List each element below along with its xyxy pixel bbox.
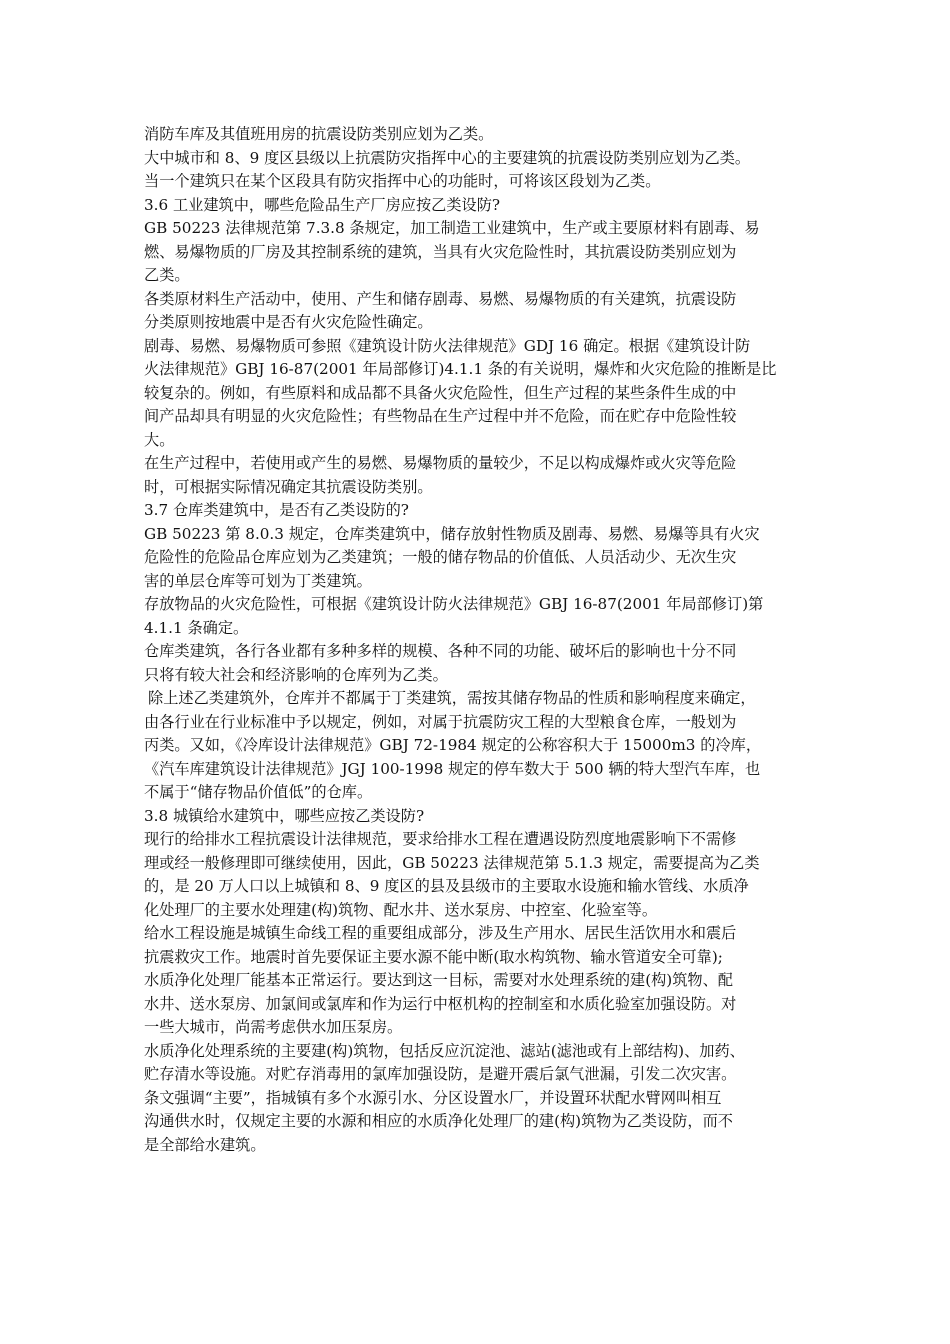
section-heading	[144, 805, 814, 829]
text-line: 存放物品的火灾危险性，可根据《建筑设计防火法律规范》GBJ 16-87(2001 年局部修订)第	[144, 595, 764, 613]
text-line: 条文强调“主要”，指城镇有多个水源引水、分区设置水厂，并设置环状配水臂网叫相互	[144, 1088, 722, 1107]
text-line: 是全部给水建筑。	[144, 1135, 266, 1154]
paragraph	[144, 288, 814, 335]
text-line: 一些大城市，尚需考虑供水加压泵房。	[144, 1018, 403, 1036]
text-line: 害的单层仓库等可划为丁类建筑。	[144, 571, 372, 590]
text-line: 大。	[144, 430, 175, 449]
paragraph	[144, 1040, 814, 1087]
paragraph	[144, 687, 814, 805]
paragraph	[144, 828, 814, 922]
paragraph	[144, 640, 814, 687]
paragraph	[144, 123, 814, 147]
text-line: 乙类。	[144, 266, 190, 284]
text-line: 《汽车库建筑设计法律规范》JGJ 100-1998 规定的停车数大于 500 辆的特大型汽车库，也	[144, 759, 761, 778]
text-line: 现行的给排水工程抗震设计法律规范，要求给排水工程在遭遇设防烈度地震影响下不需修	[144, 830, 737, 848]
text-line: GB 50223 第 8.0.3 规定，仓库类建筑中，储存放射性物质及剧毒、易燃、易爆等具有火灾	[144, 524, 760, 543]
paragraph	[144, 523, 814, 594]
text-line: 剧毒、易燃、易爆物质可参照《建筑设计防火法律规范》GDJ 16 确定。根据《建筑设计防	[144, 336, 751, 355]
text-line: 消防车库及其值班用房的抗震设防类别应划为乙类。	[144, 125, 494, 143]
text-line: 给水工程设施是城镇生命线工程的重要组成部分，涉及生产用水、居民生活饮用水和震后	[144, 924, 737, 942]
text-line: 贮存清水等设施。对贮存消毒用的氯库加强设防，是避开震后氯气泄漏，引发二次灾害。	[144, 1065, 737, 1083]
text-line: 理或经一般修理即可继续使用，因此，GB 50223 法律规范第 5.1.3 规定，需要提高为乙类	[144, 853, 760, 872]
document-page	[144, 123, 814, 1157]
text-line: 化处理厂的主要水处理建(构)筑物、配水井、送水泵房、中控室、化验室等。	[144, 900, 658, 919]
paragraph	[144, 147, 814, 171]
text-line: 水井、送水泵房、加氯间或氯库和作为运行中枢机构的控制室和水质化验室加强设防。对	[144, 994, 737, 1013]
section-heading	[144, 194, 814, 218]
text-line: 沟通供水时，仅规定主要的水源和相应的水质净化处理厂的建(构)筑物为乙类设防，而不	[144, 1112, 733, 1130]
text-line: 3.6 工业建筑中，哪些危险品生产厂房应按乙类设防?	[144, 195, 501, 214]
paragraph	[144, 922, 814, 1040]
paragraph	[144, 217, 814, 288]
text-line: 燃、易爆物质的厂房及其控制系统的建筑，当具有火灾危险性时，其抗震设防类别应划为	[144, 242, 737, 261]
text-line: GB 50223 法律规范第 7.3.8 条规定，加工制造工业建筑中，生产或主要原材料有剧毒、易	[144, 219, 760, 237]
text-line: 水质净化处理厂能基本正常运行。要达到这一目标，需要对水处理系统的建(构)筑物、配	[144, 971, 733, 989]
text-line: 由各行业在行业标准中予以规定，例如，对属于抗震防灾工程的大型粮食仓库，一般划为	[144, 712, 737, 731]
text-line: 抗震救灾工作。地震时首先要保证主要水源不能中断(取水构筑物、输水管道安全可靠);	[144, 947, 723, 966]
paragraph	[144, 170, 814, 194]
text-line: 只将有较大社会和经济影响的仓库列为乙类。	[144, 665, 448, 684]
paragraph	[144, 1087, 814, 1158]
text-line: 当一个建筑只在某个区段具有防灾指挥中心的功能时，可将该区段划为乙类。	[144, 172, 661, 190]
text-line: 火法律规范》GBJ 16-87(2001 年局部修订)4.1.1 条的有关说明，爆炸和火灾危险的推断是比	[144, 360, 777, 378]
text-line: 3.7 仓库类建筑中，是否有乙类设防的?	[144, 501, 409, 519]
paragraph	[144, 452, 814, 499]
text-line: 各类原材料生产活动中，使用、产生和储存剧毒、易燃、易爆物质的有关建筑，抗震设防	[144, 289, 737, 308]
text-line: 丙类。又如，《冷库设计法律规范》GBJ 72-1984 规定的公称容积大于 15000m3 的冷库，	[144, 736, 762, 754]
text-line: 在生产过程中，若使用或产生的易燃、易爆物质的量较少，不足以构成爆炸或火灾等危险	[144, 454, 737, 472]
text-line: 大中城市和 8、9 度区县级以上抗震防灾指挥中心的主要建筑的抗震设防类别应划为乙类。	[144, 148, 751, 167]
text-line: 3.8 城镇给水建筑中，哪些应按乙类设防?	[144, 806, 425, 825]
text-line: 较复杂的。例如，有些原料和成品都不具备火灾危险性，但生产过程的某些条件生成的中	[144, 383, 737, 402]
text-line: 分类原则按地震中是否有火灾危险性确定。	[144, 313, 433, 331]
text-line: 4.1.1 条确定。	[144, 618, 249, 637]
text-line: 不属于“储存物品价值低”的仓库。	[144, 783, 373, 801]
paragraph	[144, 593, 814, 640]
section-heading	[144, 499, 814, 523]
text-line: 水质净化处理系统的主要建(构)筑物，包括反应沉淀池、滤站(滤池或有上部结构)、加药、	[144, 1041, 745, 1060]
text-line: 危险性的危险品仓库应划为乙类建筑；一般的储存物品的价值低、人员活动少、无次生灾	[144, 548, 737, 566]
text-line: 间产品却具有明显的火灾危险性；有些物品在生产过程中并不危险，而在贮存中危险性较	[144, 407, 737, 425]
text-line: 时，可根据实际情况确定其抗震设防类别。	[144, 477, 433, 496]
text-line: 除上述乙类建筑外，仓库并不都属于丁类建筑，需按其储存物品的性质和影响程度来确定，	[148, 689, 756, 707]
paragraph	[144, 335, 814, 453]
text-line: 的，是 20 万人口以上城镇和 8、9 度区的县及县级市的主要取水设施和输水管线、水质净	[144, 877, 749, 895]
text-line: 仓库类建筑，各行各业都有多种多样的规模、各种不同的功能、破坏后的影响也十分不同	[144, 642, 737, 660]
